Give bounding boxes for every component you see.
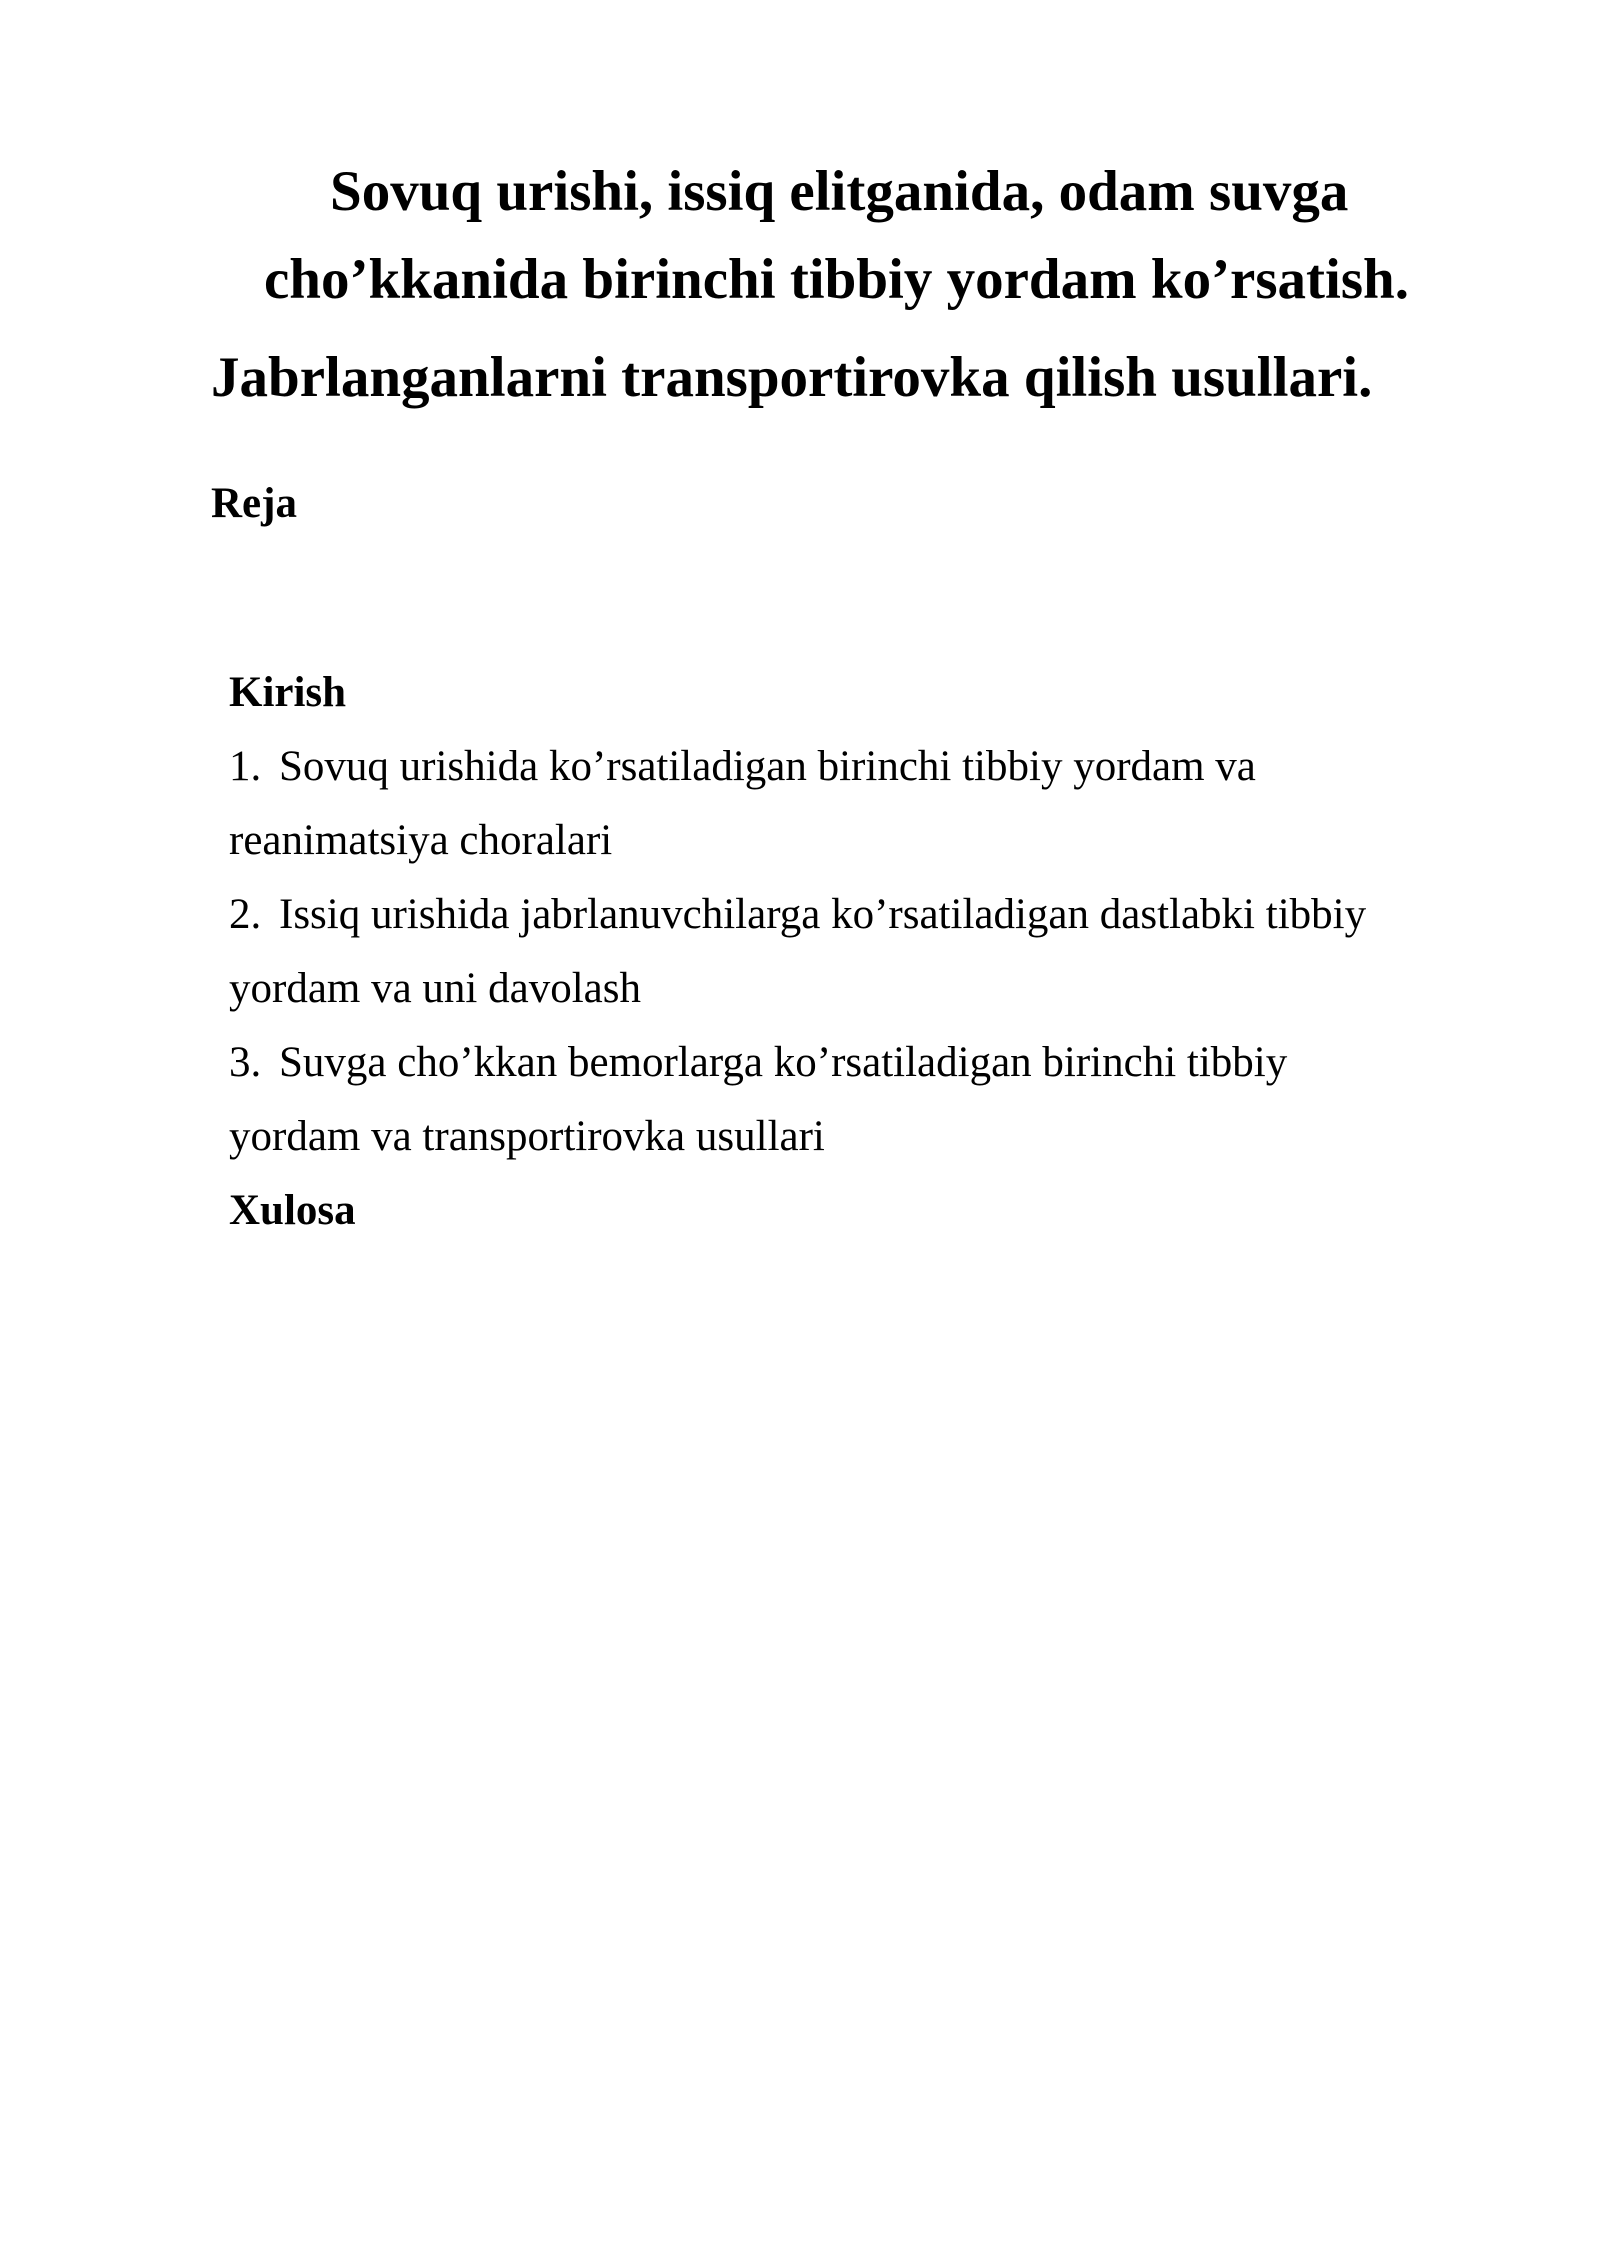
plan-item-continuation: yordam va transportirovka usullari [229,1113,825,1160]
plan-item-number: 1. [229,743,262,790]
plan-item-1 [229,730,1459,878]
plan-item-text: Suvga cho’kkan bemorlarga ko’rsatiladigan birinchi tibbiy [279,1039,1288,1086]
plan-item-continuation: yordam va uni davolash [229,965,641,1012]
title-line-1: Sovuq urishi, issiq elitganida, odam suvga [330,160,1349,223]
plan-item-number: 3. [229,1039,262,1086]
intro-heading: Kirish [229,669,347,716]
title-line-3: Jabrlanganlarni transportirovka qilish usullari. [211,346,1373,409]
plan-outline [229,656,1459,1248]
plan-item-text: Issiq urishida jabrlanuvchilarga ko’rsatiladigan dastlabki tibbiy [279,891,1367,938]
plan-heading: Reja [211,480,297,527]
plan-item-2 [229,878,1459,1026]
plan-item-continuation: reanimatsiya choralari [229,817,613,864]
plan-item-3 [229,1026,1459,1174]
plan-item-number: 2. [229,891,262,938]
conclusion-heading: Xulosa [229,1187,356,1234]
plan-item-text: Sovuq urishida ko’rsatiladigan birinchi tibbiy yordam va [279,743,1256,790]
title-line-2: cho’kkanida birinchi tibbiy yordam ko’rsatish. [264,248,1409,311]
